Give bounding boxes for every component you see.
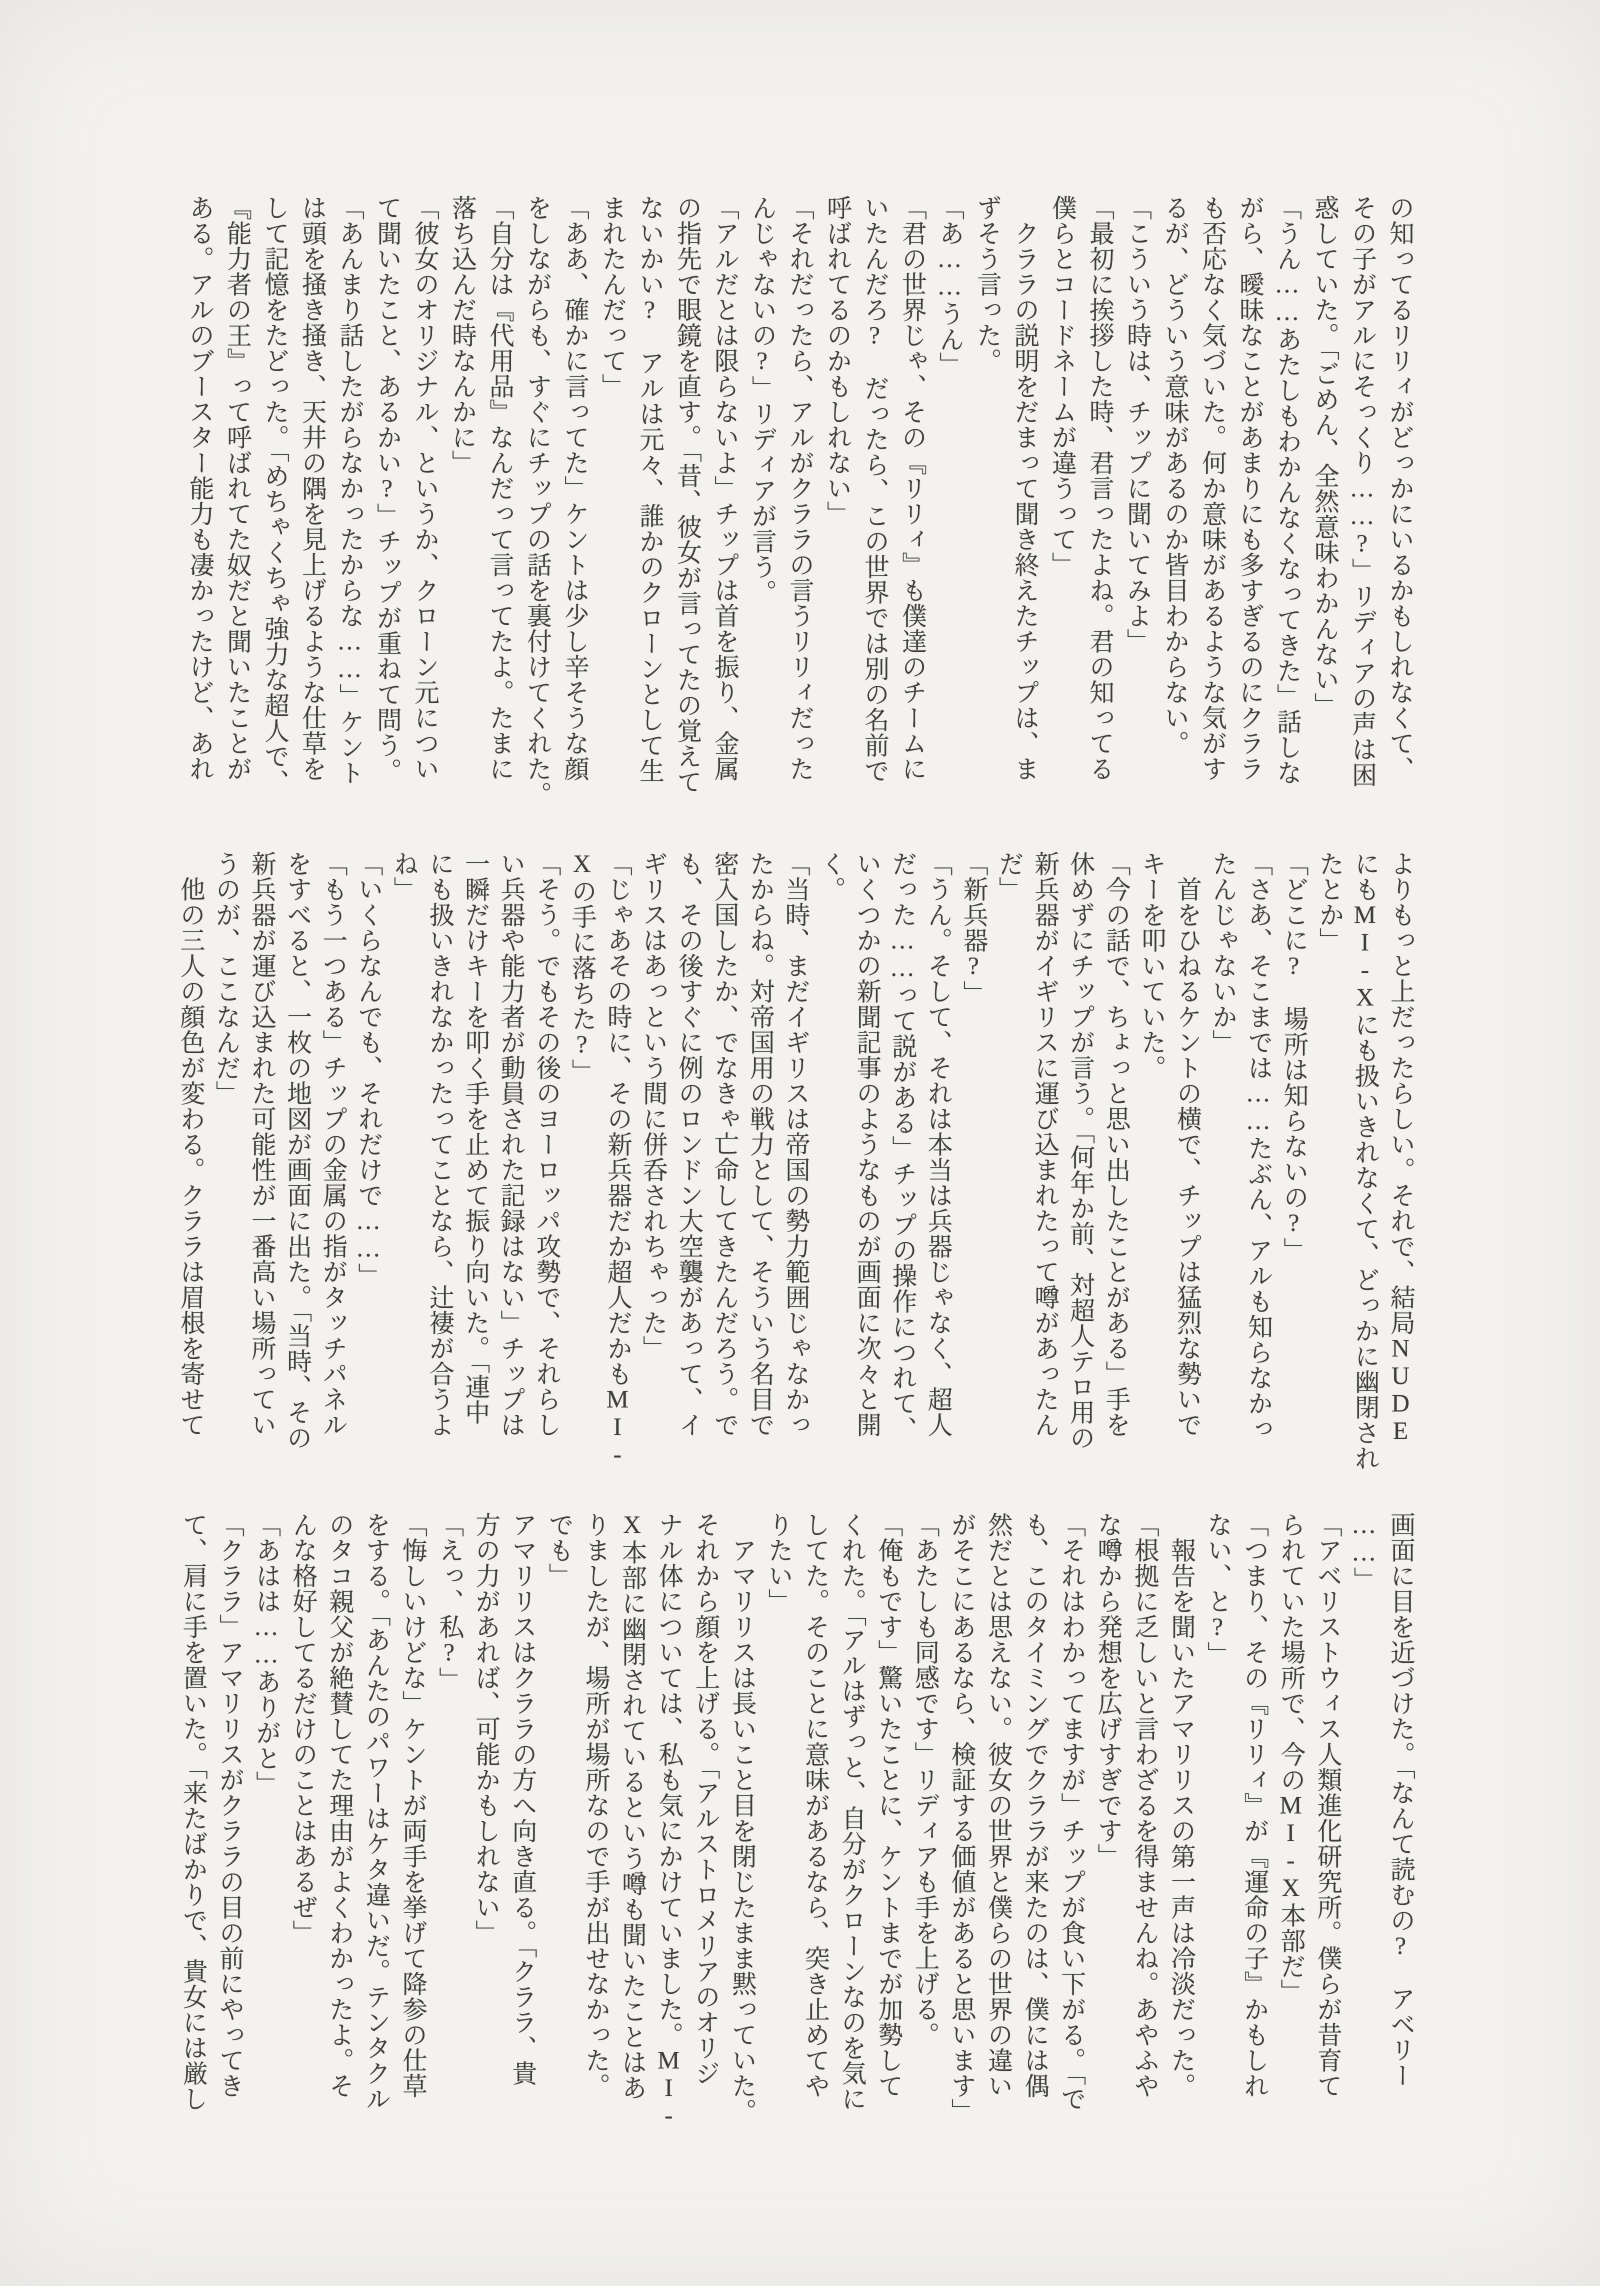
text-column: アマリリスはクララの方へ向き直る。「クララ、貴 — [508, 1512, 536, 2086]
text-column: よりもっと上だったらしい。それで、結局NUDE — [1387, 851, 1414, 1446]
text-column: ない、と?」 — [1204, 1512, 1232, 1667]
text-column: がそこにあるなら、検証する価値があると思います」 — [947, 1512, 975, 2124]
text-column: いたんだろ? だったら、この世界では別の名前で — [861, 195, 888, 784]
text-column: 新兵器が運び込まれた可能性が一番高い場所ってい — [248, 851, 275, 1438]
text-column: 『能力者の王』って呼ばれてた奴だと聞いたことが — [223, 195, 251, 782]
text-column: い兵器や能力者が動員された記録はない」チップは — [497, 851, 525, 1438]
text-column: その子がアルにそっくり……?」リディアの声は困 — [1348, 195, 1376, 788]
text-column: ナル体については、私も気にかけていました。MI- — [655, 1512, 683, 2130]
text-column: りましたが、場所が場所なので手が出せなかった。 — [581, 1512, 609, 2099]
text-column: 「それはわかってますが」チップが食い下がる。「で — [1057, 1512, 1085, 2112]
text-column: 「もう一つある」チップの金属の指がタッチパネル — [319, 851, 347, 1438]
text-column: X本部に幽閉されているという噂も聞いたことはあ — [618, 1512, 646, 2101]
text-column: 「今の話で、ちょっと思い出したことがある」手を — [1102, 851, 1130, 1438]
text-column: 報告を聞いたアマリリスの第一声は冷淡だった。 — [1167, 1512, 1195, 2099]
text-column: ある。アルのブースター能力も凄かったけど、あれ — [186, 195, 213, 782]
text-column: たからね。対帝国用の戦力として、そういう名目で — [746, 851, 774, 1438]
text-column: 「クララ」アマリリスがクララの目の前にやってき — [216, 1512, 243, 2099]
text-column: 「つまり、その『リリィ』が『運命の子』かもしれ — [1240, 1512, 1268, 2099]
text-column: りたい」 — [764, 1512, 792, 1614]
text-column: んじゃないの?」リディアが言う。 — [748, 195, 776, 605]
text-column: 「ああ、確かに言ってた」ケントは少し辛そうな顔 — [561, 195, 588, 782]
text-column: 呼ばれてるのかもしれない」 — [823, 195, 851, 527]
text-column: 「当時、まだイギリスは帝国の勢力範囲じゃなかっ — [781, 851, 809, 1438]
text-column: も否応なく気づいた。何か意味があるような気がす — [1198, 195, 1226, 782]
text-column: ないかい? アルは元々、誰かのクローンとして生 — [636, 195, 663, 784]
text-column: うのが、ここなんだ」 — [212, 851, 240, 1106]
text-column: て、肩に手を置いた。「来たばかりで、貴女には厳し — [179, 1512, 207, 2112]
text-column: 方の力があれば、可能かもしれない」 — [472, 1512, 500, 1946]
text-column: クララの説明をだまって聞き終えたチップは、ま — [1011, 195, 1038, 782]
text-column: 「いくらなんでも、それだけで……」 — [354, 851, 382, 1289]
text-column: 他の三人の顔色が変わる。クララは眉根を寄せて — [176, 851, 204, 1438]
text-column: な噂から発想を広げすぎです」 — [1094, 1512, 1122, 1869]
text-column: だった……って説がある」チップの操作につれて、 — [888, 851, 916, 1442]
text-column: ……」 — [1350, 1512, 1378, 1593]
text-column: たんじゃないか」 — [1209, 851, 1237, 1055]
text-column: 「アベリストウィス人類進化研究所。僕らが昔育て — [1313, 1512, 1341, 2099]
text-column: 「うん……あたしもわかんなくなってきた」話しな — [1273, 195, 1301, 786]
text-column: く。 — [817, 851, 845, 902]
text-column: るが、どういう意味があるのか皆目わからない。 — [1161, 195, 1188, 756]
text-column: 画面に目を近づけた。「なんて読むの? アベリー — [1387, 1512, 1414, 2088]
text-column: 「悔しいけどな」ケントが両手を挙げて降参の仕草 — [398, 1512, 426, 2099]
text-column: 「彼女のオリジナル、というか、クローン元につい — [411, 195, 438, 782]
text-column: 「あはは……ありがと」 — [252, 1512, 280, 1797]
text-column: 「そう。でもその後のヨーロッパ攻勢で、それらし — [532, 851, 560, 1438]
text-column: Xの手に落ちた?」 — [568, 851, 596, 1085]
text-column: 然だとは思えない。彼女の世界と僕らの世界の違い — [984, 1512, 1012, 2099]
text-column: 惑していた。「ごめん、全然意味わかんない」 — [1311, 195, 1338, 718]
text-column: いくつかの新聞記事のようなものが画面に次々と開 — [853, 851, 881, 1438]
text-column: 「それだったら、アルがクララの言うリリィだった — [786, 195, 813, 782]
text-column: られていた場所で、今のMI-X本部だ」 — [1277, 1512, 1305, 2005]
text-column: 「どこに? 場所は知らないの?」 — [1280, 851, 1308, 1263]
text-column: 「じゃあその時に、その新兵器だか超人だかもMI- — [603, 851, 631, 1469]
text-column: まれたんだって」 — [598, 195, 626, 399]
text-column: がら、曖昧なことがあまりにも多すぎるのにクララ — [1236, 195, 1263, 782]
text-column: 僕らとコードネームが違うって」 — [1048, 195, 1076, 578]
text-column: 「根拠に乏しいと言わざるを得ませんね。あやふや — [1130, 1512, 1158, 2099]
text-column: も、その後すぐに例のロンドン大空襲があって、イ — [675, 851, 703, 1438]
text-column: ずそう言った。 — [973, 195, 1001, 374]
text-column: 首をひねるケントの横で、チップは猛烈な勢いで — [1173, 851, 1201, 1438]
text-column: にも扱いきれなかったってことなら、辻褄が合うよ — [425, 851, 453, 1438]
text-column: たとか」 — [1315, 851, 1343, 953]
text-column: くれた。「アルはずっと、自分がクローンなのを気に — [838, 1512, 866, 2112]
text-column: でも」 — [545, 1512, 573, 1589]
text-column: 「うん。そして、それは本当は兵器じゃなく、超人 — [924, 851, 952, 1438]
text-column: 落ち込んだ時なんかに」 — [448, 195, 476, 476]
text-column: 「君の世界じゃ、その『リリィ』も僕達のチームに — [898, 195, 926, 782]
text-column: 「あ……うん」 — [936, 195, 963, 378]
text-column: 「えっ、私?」 — [435, 1512, 463, 1693]
text-column: 休めずにチップが言う。「何年か前、対超人テロ用の — [1066, 851, 1094, 1451]
text-column: アマリリスは長いこと目を閉じたまま黙っていた。 — [728, 1512, 756, 2124]
text-column: 「あたしも同感です」リディアも手を上げる。 — [911, 1512, 939, 2048]
text-column: 「さあ、そこまでは……たぶん、アルも知らなかっ — [1244, 851, 1272, 1442]
text-column: んな格好してるだけのことはあるぜ」 — [289, 1512, 317, 1946]
text-column: 一瞬だけキーを叩く手を止めて振り向いた。「連中 — [461, 851, 489, 1425]
text-band-middle — [142, 851, 1418, 1471]
text-column: は頭を掻き掻き、天井の隅を見上げるような仕草を — [298, 195, 326, 782]
text-column: だ」 — [995, 851, 1023, 902]
text-band-bottom — [142, 1512, 1418, 2130]
text-column: それから顔を上げる。「アルストロメリアのオリジ — [691, 1512, 719, 2086]
text-column: をすべると、一枚の地図が画面に出た。「当時、その — [283, 851, 311, 1451]
text-column: をする。「あんたのパワーはケタ違いだ。テンタクル — [362, 1512, 390, 2112]
text-column: の指先で眼鏡を直す。「昔、彼女が言ってたの覚えて — [673, 195, 701, 795]
text-column: してた。そのことに意味があるなら、突き止めてや — [801, 1512, 829, 2099]
text-column: 「自分は『代用品』なんだって言ってたよ。たまに — [486, 195, 513, 782]
text-column: 「俺もです」驚いたことに、ケントまでが加勢して — [874, 1512, 902, 2099]
text-column: ギリスはあっという間に併呑されちゃった」 — [639, 851, 667, 1361]
text-column: も、このタイミングでクララが来たのは、僕には偶 — [1021, 1512, 1049, 2099]
text-column: 「あんまり話したがらなかったからな……」ケント — [336, 195, 363, 786]
text-band-top — [142, 195, 1418, 807]
text-column: のタコ親父が絶賛してた理由がよくわかったよ。そ — [325, 1512, 353, 2099]
text-column: 「新兵器?」 — [959, 851, 987, 1006]
text-column: の知ってるリリィがどっかにいるかもしれなくて、 — [1386, 195, 1413, 782]
text-column: キーを叩いていた。 — [1137, 851, 1165, 1081]
text-column: 「最初に挨拶した時、君言ったよね。君の知ってる — [1086, 195, 1113, 782]
text-column: 新兵器がイギリスに運び込まれたって噂があったん — [1031, 851, 1059, 1438]
text-column: 密入国したか、でなきゃ亡命してきたんだろう。で — [710, 851, 738, 1438]
text-column: 「こういう時は、チップに聞いてみよ」 — [1123, 195, 1151, 654]
text-column: をしながらも、すぐにチップの話を裏付けてくれた。 — [523, 195, 551, 807]
text-column: て聞いたこと、あるかい?」チップが重ねて問う。 — [373, 195, 401, 784]
text-column: にもMI-Xにも扱いきれなくて、どっかに幽閉され — [1351, 851, 1379, 1471]
text-column: 「アルだとは限らないよ」チップは首を振り、金属 — [711, 195, 738, 782]
text-column: して記憶をたどった。「めちゃくちゃ強力な超人で、 — [261, 195, 288, 795]
text-column: ね」 — [390, 851, 418, 902]
